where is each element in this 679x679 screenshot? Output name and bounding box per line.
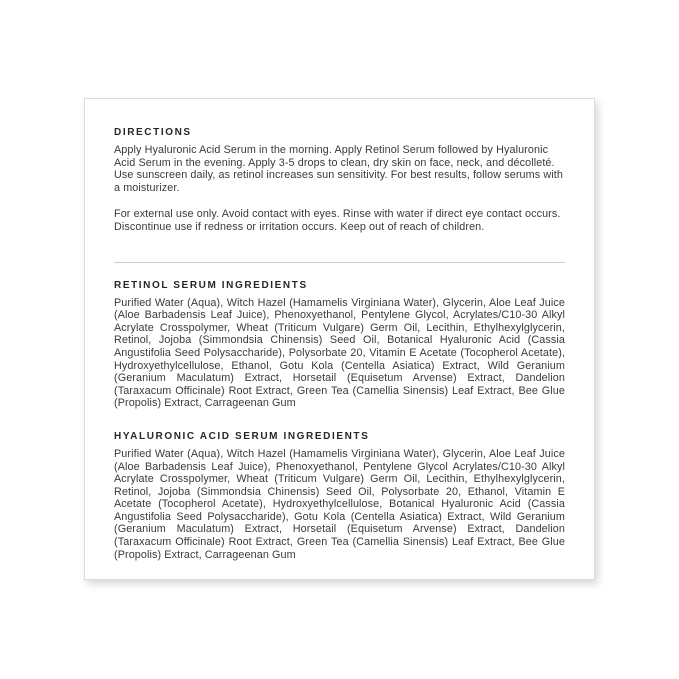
directions-text: Apply Hyaluronic Acid Serum in the morning. Apply Retinol Serum followed by Hyaluronic Acid Serum in the evening. Apply 3-5 drops to clean, dry skin on face, neck, and décolleté. Use sunscreen daily, as retinol increases sun sensitivity. For best results, follow serums with a moisturizer.	[114, 144, 563, 194]
label-card	[84, 98, 595, 580]
directions-heading: DIRECTIONS	[114, 127, 192, 138]
retinol-ingredients-section	[114, 280, 565, 410]
directions-section	[114, 127, 565, 234]
hyaluronic-ingredients-heading: HYALURONIC ACID SERUM INGREDIENTS	[114, 430, 370, 442]
external-use-warning-text: For external use only. Avoid contact with eyes. Rinse with water if direct eye contact occurs. Discontinue use if redness or irritation occurs. Keep out of reach of children.	[114, 208, 561, 233]
retinol-ingredients-text: Purified Water (Aqua), Witch Hazel (Hamamelis Virginiana Water), Glycerin, Aloe Leaf Juice (Aloe Barbadensis Leaf Juice), Phenoxyethanol, Pentylene Glycol, Acrylates/C10-30 Alkyl Acrylate Crosspolymer, Wheat (Triticum Vulgare) Germ Oil, Lecithin, Ethylhexylglycerin, Retinol, Jojoba (Simmondsia Chinensis) Seed Oil, Botanical Hyaluronic Acid (Cassia Angustifolia Seed Polysaccharide), Polysorbate 20, Vitamin E Acetate (Tocopherol Acetate), Hydroxyethylcellulose, Ethanol, Gotu Kola (Centella Asiatica) Extract, Wild Geranium (Geranium Maculatum) Extract, Horsetail (Equisetum Arvense) Extract, Dandelion (Taraxacum Officinale) Root Extract, Green Tea (Camellia Sinensis) Leaf Extract, Bee Glue (Propolis) Extract, Carrageenan Gum	[114, 296, 565, 410]
hyaluronic-ingredients-section	[114, 431, 565, 561]
hyaluronic-ingredients-text: Purified Water (Aqua), Witch Hazel (Hamamelis Virginiana Water), Glycerin, Aloe Leaf Juice (Aloe Barbadensis Leaf Juice), Phenoxyethanol, Pentylene Glycol Acrylates/C10-30 Alkyl Acrylate Crosspolymer, Wheat (Triticum Vulgare) Germ Oil, Lecithin, Ethylhexylglycerin, Retinol, Jojoba (Simmondsia Chinensis) Seed Oil, Polysorbate 20, Ethanol, Vitamin E Acetate (Tocopherol Acetate), Hydroxyethylcellulose, Botanical Hyaluronic Acid (Cassia Angustifolia Seed Polysaccharide), Gotu Kola (Centella Asiatica) Extract, Wild Geranium (Geranium Maculatum) Extract, Horsetail (Equisetum Arvense) Extract, Dandelion (Taraxacum Officinale) Root Extract, Green Tea (Camellia Sinensis) Leaf Extract, Bee Glue (Propolis) Extract, Carrageenan Gum	[114, 447, 565, 561]
retinol-ingredients-heading: RETINOL SERUM INGREDIENTS	[114, 279, 308, 291]
section-divider	[114, 262, 565, 263]
